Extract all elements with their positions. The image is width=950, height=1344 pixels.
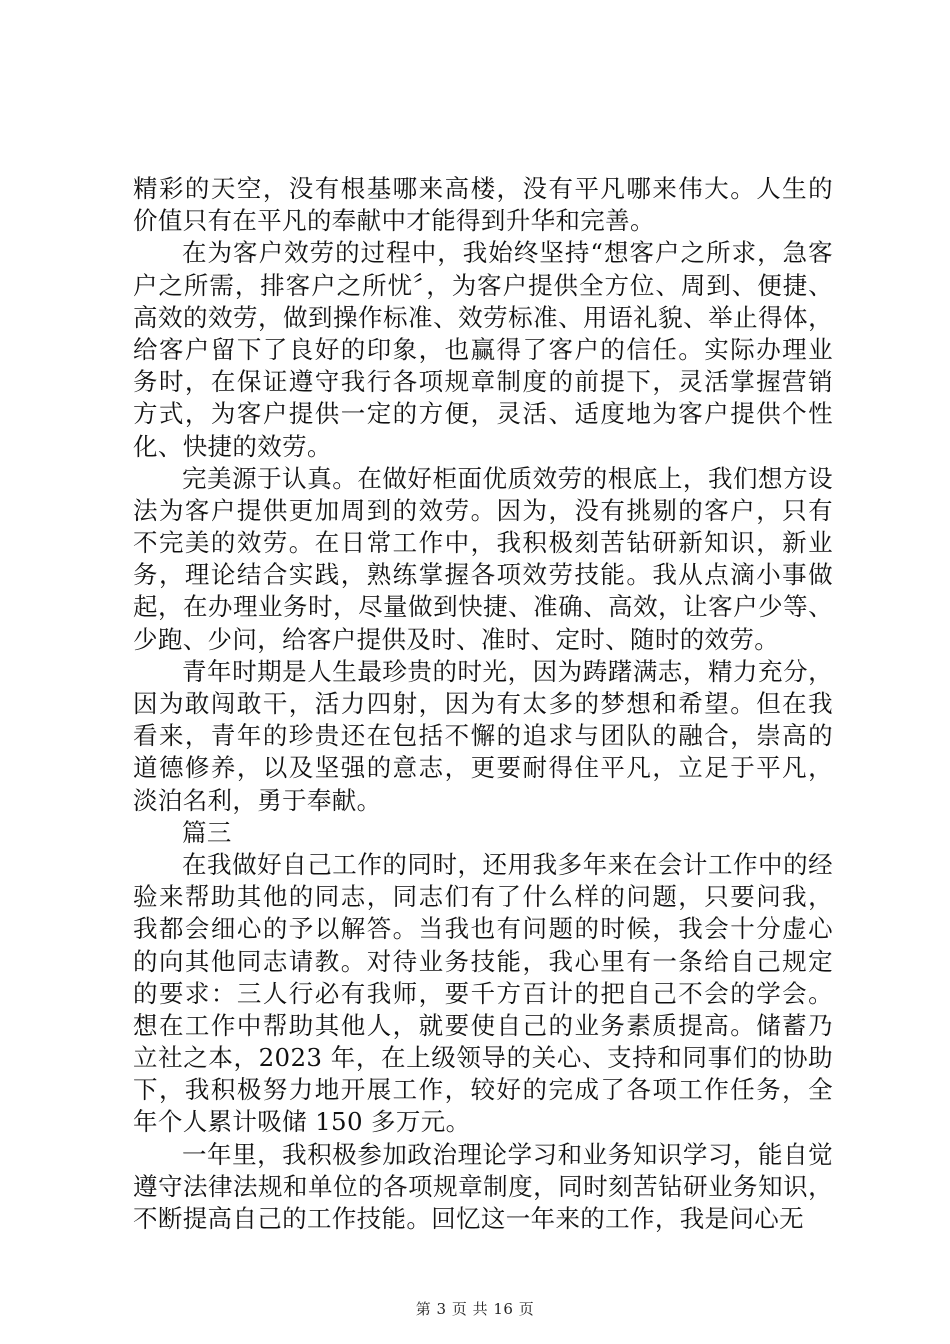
text-line: 法为客户提供更加周到的效劳。因为，没有挑剔的客户，只有 (133, 495, 833, 525)
text-line: 不完美的效劳。在日常工作中，我积极刻苦钻研新知识，新业 (133, 528, 833, 558)
text-line: 户之所需，排客户之所忧〞，为客户提供全方位、周到、便捷、 (133, 270, 833, 300)
document-body (133, 173, 833, 1235)
text-line: 在为客户效劳的过程中，我始终坚持“想客户之所求，急客 (182, 238, 833, 268)
text-line: 不断提高自己的工作技能。回忆这一年来的工作，我是问心无 (133, 1204, 804, 1233)
text-line: 验来帮助其他的同志，同志们有了什么样的问题，只要问我， (133, 882, 833, 912)
text-line: 起，在办理业务时，尽量做到快捷、准确、高效，让客户少等、 (133, 592, 833, 622)
text-line: 一年里，我积极参加政治理论学习和业务知识学习，能自觉 (182, 1139, 833, 1169)
text-line: 青年时期是人生最珍贵的时光，因为踌躇满志，精力充分， (182, 656, 833, 686)
text-line: 化、快捷的效劳。 (133, 431, 332, 461)
text-line: 我都会细心的予以解答。当我也有问题的时候，我会十分虚心 (133, 914, 833, 944)
paragraph (133, 463, 833, 656)
text-line: 在我做好自己工作的同时，还用我多年来在会计工作中的经 (182, 849, 833, 879)
page-footer: 第 3 页 共 16 页 (415, 1300, 535, 1318)
text-line: 立社之本，2023 年，在上级领导的关心、支持和同事们的协助 (133, 1043, 833, 1073)
text-line: 篇三 (182, 817, 232, 847)
text-line: 下，我积极努力地开展工作，较好的完成了各项工作任务，全 (133, 1075, 833, 1105)
text-line: 高效的效劳，做到操作标准、效劳标准、用语礼貌、举止得体， (133, 302, 833, 332)
paragraph (133, 656, 833, 817)
paragraph (133, 817, 833, 849)
paragraph (133, 1139, 833, 1236)
text-line: 道德修养，以及坚强的意志，更要耐得住平凡，立足于平凡， (133, 753, 833, 783)
text-line: 给客户留下了良好的印象，也赢得了客户的信任。实际办理业 (133, 334, 833, 364)
text-line: 的要求：三人行必有我师，要千方百计的把自己不会的学会。 (133, 978, 833, 1008)
text-line: 价值只有在平凡的奉献中才能得到升华和完善。 (133, 206, 655, 236)
text-line: 看来，青年的珍贵还在包括不懈的追求与团队的融合，崇高的 (133, 721, 833, 751)
paragraph (133, 173, 833, 237)
paragraph (133, 237, 833, 462)
text-line: 想在工作中帮助其他人，就要使自己的业务素质提高。储蓄乃 (133, 1010, 833, 1040)
text-line: 完美源于认真。在做好柜面优质效劳的根底上，我们想方设 (182, 463, 833, 493)
text-line: 少跑、少问，给客户提供及时、准时、定时、随时的效劳。 (133, 624, 780, 654)
text-line: 年个人累计吸储 150 多万元。 (133, 1107, 471, 1137)
text-line: 的向其他同志请教。对待业务技能，我心里有一条给自己规定 (133, 946, 833, 976)
text-line: 因为敢闯敢干，活力四射，因为有太多的梦想和希望。但在我 (133, 689, 833, 718)
text-line: 务时，在保证遵守我行各项规章制度的前提下，灵活掌握营销 (133, 367, 833, 397)
text-line: 遵守法律法规和单位的各项规章制度，同时刻苦钻研业务知识， (133, 1171, 833, 1201)
paragraph (133, 849, 833, 1139)
text-line: 精彩的天空，没有根基哪来高楼，没有平凡哪来伟大。人生的 (133, 174, 833, 203)
text-line: 方式，为客户提供一定的方便，灵活、适度地为客户提供个性 (133, 399, 833, 429)
text-line: 务，理论结合实践，熟练掌握各项效劳技能。我从点滴小事做 (133, 560, 833, 590)
text-line: 淡泊名利，勇于奉献。 (133, 785, 382, 815)
